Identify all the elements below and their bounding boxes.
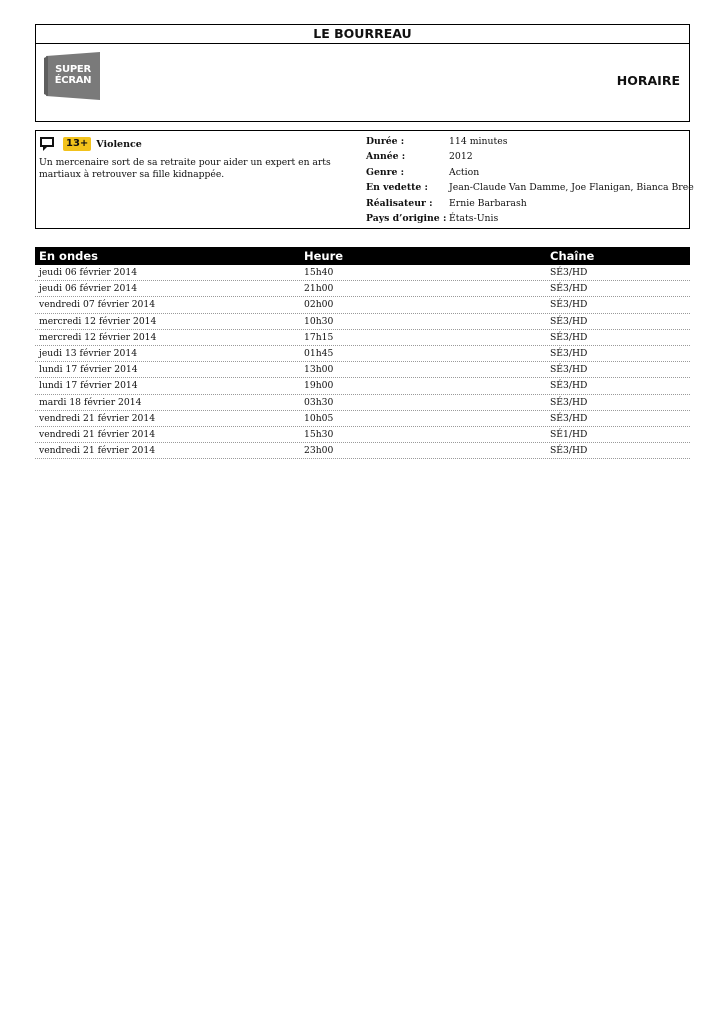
header-box — [35, 24, 690, 122]
detail-value: Action — [449, 166, 480, 178]
detail-label: Réalisateur : — [366, 197, 433, 209]
page-title: LE BOURREAU — [36, 25, 689, 44]
detail-row — [366, 211, 694, 226]
table-row — [35, 330, 690, 346]
table-header — [35, 247, 690, 265]
table-row — [35, 281, 690, 297]
rating-reason: Violence — [96, 138, 142, 150]
cell-date: jeudi 13 février 2014 — [39, 347, 138, 359]
table-row — [35, 362, 690, 378]
detail-row — [366, 196, 694, 211]
cell-channel: SÉ3/HD — [550, 380, 588, 392]
detail-value: Jean-Claude Van Damme, Joe Flanigan, Bianca Bree — [449, 182, 694, 194]
schedule-table — [35, 247, 690, 459]
synopsis: Un mercenaire sort de sa retraite pour aider un expert en arts martiaux à retrouver sa fille kidnappée. — [39, 157, 331, 180]
logo-line-2: ÉCRAN — [54, 75, 92, 86]
table-row — [35, 395, 690, 411]
cell-date: vendredi 21 février 2014 — [39, 428, 156, 440]
cell-time: 23h00 — [304, 445, 334, 457]
super-ecran-logo — [44, 52, 102, 100]
cell-date: vendredi 07 février 2014 — [39, 299, 156, 311]
cell-date: mercredi 12 février 2014 — [39, 331, 157, 343]
table-row — [35, 265, 690, 281]
cell-time: 02h00 — [304, 299, 334, 311]
cell-channel: SÉ3/HD — [550, 364, 588, 376]
cell-time: 19h00 — [304, 380, 334, 392]
movie-info-box — [35, 130, 694, 229]
cell-channel: SÉ3/HD — [550, 331, 588, 343]
detail-row — [366, 134, 694, 149]
table-row — [35, 346, 690, 362]
section-heading: HORAIRE — [616, 73, 680, 88]
column-header-channel: Chaîne — [550, 249, 595, 263]
detail-row — [366, 165, 694, 180]
detail-label: Durée : — [366, 136, 405, 147]
cell-channel: SÉ3/HD — [550, 315, 588, 327]
cell-channel: SÉ1/HD — [550, 428, 588, 440]
detail-label: Pays d’origine : — [366, 212, 447, 224]
detail-label: Année : — [366, 151, 406, 163]
rating-badge: 13+ — [63, 137, 91, 151]
cell-time: 21h00 — [304, 283, 334, 295]
cell-time: 01h45 — [304, 347, 334, 359]
cell-date: jeudi 06 février 2014 — [39, 267, 138, 278]
table-row — [35, 443, 690, 459]
column-header-date: En ondes — [39, 249, 99, 263]
cell-date: vendredi 21 février 2014 — [39, 445, 156, 457]
cell-time: 15h30 — [304, 428, 334, 440]
cell-channel: SÉ3/HD — [550, 412, 588, 424]
detail-value: 114 minutes — [449, 136, 508, 147]
cell-channel: SÉ3/HD — [550, 347, 588, 359]
movie-summary — [39, 135, 339, 181]
cell-time: 13h00 — [304, 364, 334, 376]
table-row — [35, 314, 690, 330]
table-row — [35, 411, 690, 427]
rating-row — [39, 135, 339, 153]
cell-date: lundi 17 février 2014 — [39, 364, 138, 376]
cell-date: mardi 18 février 2014 — [39, 396, 142, 408]
cell-date: mercredi 12 février 2014 — [39, 315, 157, 327]
detail-label: En vedette : — [366, 182, 428, 194]
table-row — [35, 297, 690, 313]
detail-label: Genre : — [366, 166, 405, 178]
cell-date: lundi 17 février 2014 — [39, 380, 138, 392]
cell-time: 10h05 — [304, 412, 334, 424]
movie-details — [366, 134, 694, 226]
table-row — [35, 378, 690, 394]
cell-channel: SÉ3/HD — [550, 299, 588, 311]
cell-channel: SÉ3/HD — [550, 396, 588, 408]
logo-line-1: SUPER — [55, 64, 91, 75]
cell-date: jeudi 06 février 2014 — [39, 283, 138, 295]
cell-time: 15h40 — [304, 267, 334, 278]
cell-time: 10h30 — [304, 315, 334, 327]
detail-value: États-Unis — [449, 212, 499, 224]
detail-row — [366, 180, 694, 195]
column-header-time: Heure — [304, 249, 344, 263]
cell-time: 03h30 — [304, 396, 334, 408]
cell-channel: SÉ3/HD — [550, 445, 588, 457]
detail-value: Ernie Barbarash — [449, 197, 527, 209]
cell-date: vendredi 21 février 2014 — [39, 412, 156, 424]
speech-bubble-icon — [39, 136, 55, 152]
cell-time: 17h15 — [304, 331, 334, 343]
detail-row — [366, 149, 694, 164]
detail-value: 2012 — [449, 151, 473, 163]
cell-channel: SÉ3/HD — [550, 283, 588, 295]
table-row — [35, 427, 690, 443]
cell-channel: SÉ3/HD — [550, 267, 588, 278]
